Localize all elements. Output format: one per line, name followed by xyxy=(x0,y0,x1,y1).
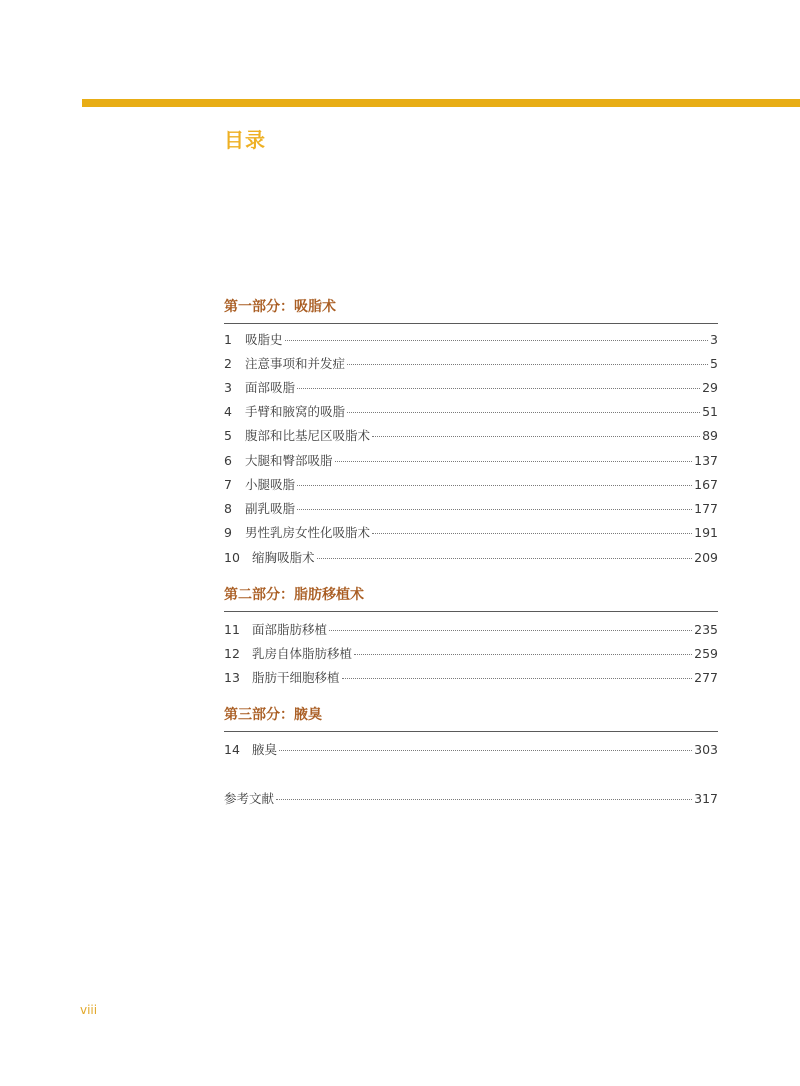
toc-entry[interactable] xyxy=(224,524,718,542)
entry-title: 手臂和腋窝的吸脂 xyxy=(245,404,346,419)
entry-number: 4 xyxy=(224,404,232,419)
toc-entry[interactable] xyxy=(224,500,718,518)
page-title: 目录 xyxy=(224,128,266,152)
entry-page: 259 xyxy=(694,646,718,661)
part-rule-1 xyxy=(224,323,718,324)
entry-title: 吸脂史 xyxy=(245,332,283,347)
dot-leader xyxy=(285,340,709,341)
entry-title: 小腿吸脂 xyxy=(245,477,296,492)
page-number: viii xyxy=(80,1003,98,1017)
entry-page: 191 xyxy=(694,525,718,540)
toc-entry[interactable] xyxy=(224,621,718,639)
entry-page: 51 xyxy=(702,404,718,419)
entry-page: 235 xyxy=(694,622,718,637)
entry-page: 3 xyxy=(710,332,718,347)
toc-entry[interactable] xyxy=(224,476,718,494)
entry-number: 13 xyxy=(224,670,240,685)
entry-number: 9 xyxy=(224,525,232,540)
entry-title: 面部吸脂 xyxy=(245,380,296,395)
toc-entry-references[interactable] xyxy=(224,790,718,808)
dot-leader xyxy=(297,509,692,510)
entry-number: 1 xyxy=(224,332,232,347)
entry-number: 10 xyxy=(224,550,240,565)
top-accent-bar xyxy=(82,99,800,107)
entry-number: 11 xyxy=(224,622,240,637)
entry-page: 177 xyxy=(694,501,718,516)
entry-number: 2 xyxy=(224,356,232,371)
entry-page: 167 xyxy=(694,477,718,492)
entry-number: 7 xyxy=(224,477,232,492)
dot-leader xyxy=(297,388,700,389)
dot-leader xyxy=(279,750,692,751)
entry-title: 乳房自体脂肪移植 xyxy=(252,646,353,661)
part-heading-2: 第二部分：脂肪移植术 xyxy=(224,587,364,603)
entry-title: 缩胸吸脂术 xyxy=(252,550,315,565)
entry-page: 89 xyxy=(702,428,718,443)
entry-page: 5 xyxy=(710,356,718,371)
dot-leader xyxy=(329,630,692,631)
toc-entry[interactable] xyxy=(224,741,718,759)
entry-title: 注意事项和并发症 xyxy=(245,356,346,371)
dot-leader xyxy=(354,654,692,655)
entry-title: 大腿和臀部吸脂 xyxy=(245,453,333,468)
entry-title: 腹部和比基尼区吸脂术 xyxy=(245,428,371,443)
toc-entry[interactable] xyxy=(224,403,718,421)
entry-title: 腋臭 xyxy=(252,742,278,757)
entry-page: 29 xyxy=(702,380,718,395)
dot-leader xyxy=(342,678,693,679)
toc-entry[interactable] xyxy=(224,669,718,687)
toc-entry[interactable] xyxy=(224,355,718,373)
dot-leader xyxy=(276,799,692,800)
entry-page: 277 xyxy=(694,670,718,685)
dot-leader xyxy=(372,436,700,437)
entry-title: 副乳吸脂 xyxy=(245,501,296,516)
entry-page: 209 xyxy=(694,550,718,565)
entry-number: 8 xyxy=(224,501,232,516)
toc-entry[interactable] xyxy=(224,645,718,663)
entry-number: 6 xyxy=(224,453,232,468)
entry-page: 137 xyxy=(694,453,718,468)
dot-leader xyxy=(347,412,700,413)
part-heading-3: 第三部分：腋臭 xyxy=(224,707,322,723)
dot-leader xyxy=(372,533,692,534)
entry-number: 12 xyxy=(224,646,240,661)
toc-entry[interactable] xyxy=(224,331,718,349)
part-rule-2 xyxy=(224,611,718,612)
dot-leader xyxy=(335,461,693,462)
entry-number: 5 xyxy=(224,428,232,443)
entry-page: 317 xyxy=(694,791,718,806)
entry-title: 男性乳房女性化吸脂术 xyxy=(245,525,371,540)
entry-number: 14 xyxy=(224,742,240,757)
entry-title: 脂肪干细胞移植 xyxy=(252,670,340,685)
dot-leader xyxy=(317,558,693,559)
part-rule-3 xyxy=(224,731,718,732)
dot-leader xyxy=(297,485,692,486)
entry-number: 3 xyxy=(224,380,232,395)
toc-entry[interactable] xyxy=(224,379,718,397)
part-heading-1: 第一部分：吸脂术 xyxy=(224,299,336,315)
toc-entry[interactable] xyxy=(224,427,718,445)
toc-entry[interactable] xyxy=(224,452,718,470)
entry-title: 参考文献 xyxy=(224,791,275,806)
entry-title: 面部脂肪移植 xyxy=(252,622,328,637)
entry-page: 303 xyxy=(694,742,718,757)
dot-leader xyxy=(347,364,708,365)
toc-entry[interactable] xyxy=(224,549,718,567)
